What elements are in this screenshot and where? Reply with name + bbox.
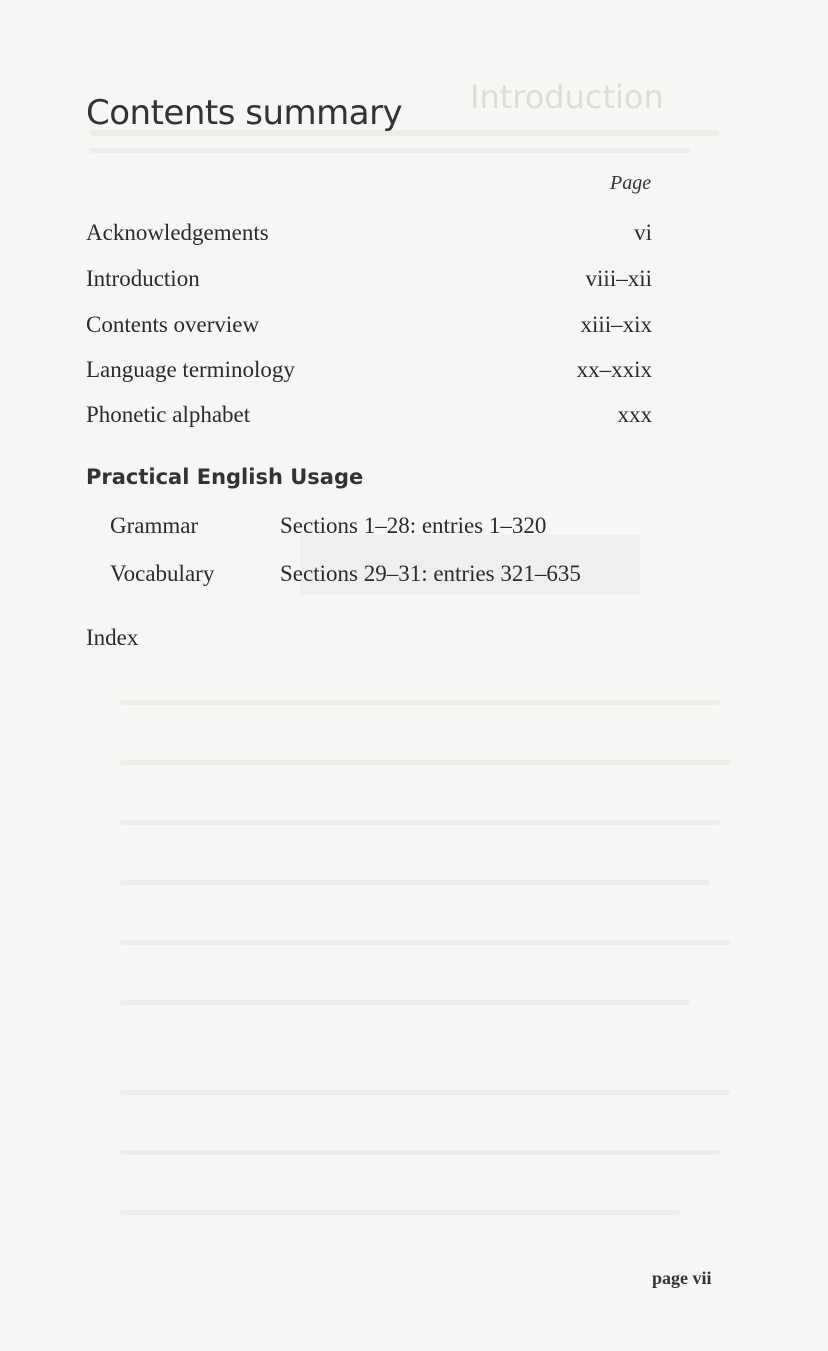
page-column-label: Page [610, 172, 652, 194]
toc-entry-page: xx–xxix [576, 357, 652, 382]
background-show-through-heading: Introduction [470, 78, 664, 116]
show-through-line [120, 1210, 680, 1215]
show-through-line [120, 1150, 720, 1155]
toc-entry-label: Phonetic alphabet [86, 402, 251, 427]
page-title: Contents summary [86, 92, 403, 133]
show-through-line [120, 700, 720, 705]
show-through-line [90, 148, 690, 153]
toc-entry-page: xxx [617, 402, 652, 427]
toc-entry[interactable] [86, 312, 652, 342]
show-through-line [120, 820, 720, 825]
index-entry[interactable]: Index [86, 625, 139, 650]
toc-entry[interactable] [86, 402, 652, 432]
show-through-line [120, 940, 730, 945]
toc-entry[interactable] [86, 357, 652, 387]
show-through-line [120, 1000, 690, 1005]
toc-entry-label: Language terminology [86, 357, 295, 382]
show-through-line [120, 1090, 730, 1095]
section-item-label: Grammar [110, 513, 199, 538]
toc-entry-label: Introduction [86, 266, 200, 291]
show-through-line [120, 760, 730, 765]
toc-entry-page: xiii–xix [580, 312, 652, 337]
toc-entry-page: vi [634, 220, 652, 245]
section-heading: Practical English Usage [86, 465, 364, 489]
page-number: page vii [652, 1268, 712, 1288]
toc-entry-label: Contents overview [86, 312, 260, 337]
section-item-detail: Sections 1–28: entries 1–320 [280, 513, 547, 538]
toc-entry-label: Acknowledgements [86, 220, 269, 245]
toc-entry[interactable] [86, 220, 652, 250]
section-item-detail: Sections 29–31: entries 321–635 [280, 561, 581, 586]
show-through-line [120, 880, 710, 885]
toc-entry-page: viii–xii [585, 266, 652, 291]
section-item-label: Vocabulary [110, 561, 215, 586]
toc-entry[interactable] [86, 266, 652, 296]
